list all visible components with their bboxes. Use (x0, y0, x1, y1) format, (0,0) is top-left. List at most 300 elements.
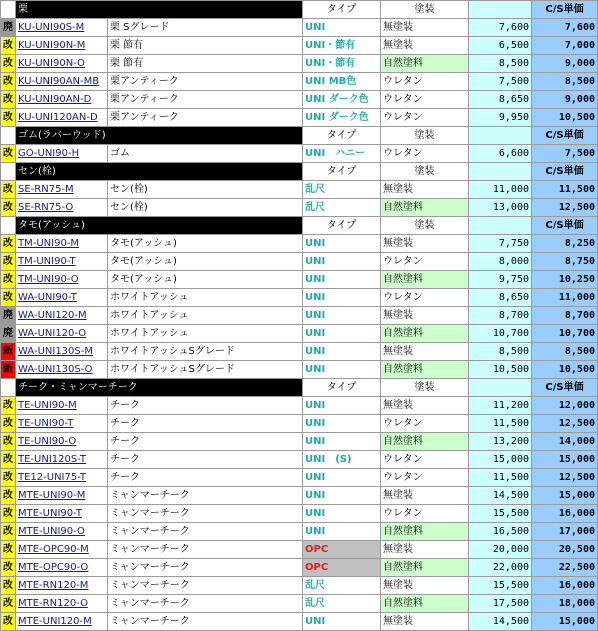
cs-unit-price: 18,000 (532, 595, 598, 613)
product-name: 栗 Sグレード (108, 19, 303, 37)
price-table-body (1, 1, 598, 631)
product-code[interactable]: TE-UNI90-T (18, 417, 74, 429)
cs-unit-price-header: C/S単価 (532, 163, 598, 181)
cs-unit-price: 12,500 (532, 415, 598, 433)
list-price: 8,000 (469, 253, 532, 271)
product-code[interactable]: KU-UNI90AN-D (18, 93, 92, 105)
finish-type: 自然塗料 (381, 325, 469, 343)
list-price: 8,500 (469, 55, 532, 73)
list-price: 9,750 (469, 271, 532, 289)
finish-type: ウレタン (381, 145, 469, 163)
product-code-link[interactable] (16, 325, 108, 343)
cs-unit-price: 15,000 (532, 487, 598, 505)
product-code[interactable]: MTE-RN120-O (18, 597, 88, 609)
finish-type: 無塗装 (381, 487, 469, 505)
product-code-link[interactable] (16, 577, 108, 595)
product-code[interactable]: MTE-OPC90-M (18, 543, 89, 555)
table-row (1, 307, 598, 325)
table-row (1, 73, 598, 91)
list-price: 22,000 (469, 559, 532, 577)
finish-type: ウレタン (381, 505, 469, 523)
product-name: ミャンマーチーク (108, 559, 303, 577)
product-code-link[interactable] (16, 73, 108, 91)
cs-unit-price: 22,500 (532, 559, 598, 577)
product-name: チーク (108, 451, 303, 469)
type-header: タイプ (303, 163, 381, 181)
cs-unit-price: 8,500 (532, 343, 598, 361)
table-row (1, 325, 598, 343)
table-row (1, 109, 598, 127)
table-row (1, 577, 598, 595)
product-code[interactable]: KU-UNI90N-M (18, 39, 86, 51)
status-flag: 改 (1, 523, 16, 541)
product-name: 栗アンティーク (108, 91, 303, 109)
table-row (1, 469, 598, 487)
product-code[interactable]: WA-UNI130S-O (18, 363, 93, 375)
cs-unit-price: 9,000 (532, 91, 598, 109)
table-row (1, 199, 598, 217)
status-flag: 改 (1, 253, 16, 271)
finish-header: 塗装 (381, 217, 469, 235)
cs-unit-price: 12,000 (532, 397, 598, 415)
finish-type: 無塗装 (381, 181, 469, 199)
list-price: 11,500 (469, 415, 532, 433)
product-code[interactable]: WA-UNI120-O (18, 327, 87, 339)
table-row (1, 487, 598, 505)
finish-type: 自然塗料 (381, 559, 469, 577)
section-header-row (1, 127, 598, 145)
status-flag: 改 (1, 235, 16, 253)
finish-type: ウレタン (381, 109, 469, 127)
list-price: 6,500 (469, 37, 532, 55)
status-flag: 新 (1, 343, 16, 361)
product-name: 栗 節有 (108, 55, 303, 73)
type-header: タイプ (303, 379, 381, 397)
table-row (1, 253, 598, 271)
list-price: 11,500 (469, 469, 532, 487)
cs-unit-price: 12,500 (532, 199, 598, 217)
product-name: タモ(アッシュ) (108, 271, 303, 289)
section-header-flag (1, 217, 16, 235)
product-code-link[interactable] (16, 361, 108, 379)
type-header: タイプ (303, 127, 381, 145)
finish-type: 自然塗料 (381, 55, 469, 73)
product-code[interactable]: TM-UNI90-T (18, 255, 76, 267)
product-code-link[interactable] (16, 415, 108, 433)
product-code[interactable]: KU-UNI90AN-MB (18, 75, 100, 87)
product-type: UNI (303, 19, 381, 37)
list-price: 10,500 (469, 361, 532, 379)
product-name: 栗 節有 (108, 37, 303, 55)
finish-type: ウレタン (381, 253, 469, 271)
product-type: UNI MB色 (303, 73, 381, 91)
product-type: UNI・節有 (303, 55, 381, 73)
product-code[interactable]: MTE-UNI90-M (18, 489, 86, 501)
product-type: UNI (303, 361, 381, 379)
list-price: 8,650 (469, 289, 532, 307)
cs-unit-price: 16,000 (532, 577, 598, 595)
status-flag: 改 (1, 55, 16, 73)
product-type: OPC (303, 559, 381, 577)
type-header: タイプ (303, 1, 381, 19)
product-code-link[interactable] (16, 235, 108, 253)
product-type: UNI (303, 415, 381, 433)
finish-header: 塗装 (381, 163, 469, 181)
list-price: 14,500 (469, 487, 532, 505)
cs-unit-price-header: C/S単価 (532, 379, 598, 397)
section-title: 栗 (16, 1, 303, 19)
table-row (1, 271, 598, 289)
product-code-link[interactable] (16, 307, 108, 325)
cs-unit-price: 16,000 (532, 505, 598, 523)
product-code-link[interactable] (16, 109, 108, 127)
product-name: セン(栓) (108, 199, 303, 217)
cs-unit-price: 12,500 (532, 469, 598, 487)
list-price: 8,500 (469, 343, 532, 361)
status-flag: 改 (1, 469, 16, 487)
cs-unit-price-header: C/S単価 (532, 127, 598, 145)
status-flag: 改 (1, 613, 16, 631)
product-type: UNI (303, 235, 381, 253)
finish-type: ウレタン (381, 289, 469, 307)
finish-type: ウレタン (381, 415, 469, 433)
product-name: セン(栓) (108, 181, 303, 199)
product-type: UNI (303, 307, 381, 325)
status-flag: 改 (1, 109, 16, 127)
section-title: チーク・ミャンマーチーク (16, 379, 303, 397)
table-row (1, 361, 598, 379)
product-code-link[interactable] (16, 145, 108, 163)
product-code[interactable]: SE-RN75-M (18, 183, 74, 195)
product-type: UNI (303, 487, 381, 505)
product-code[interactable]: MTE-UNI90-T (18, 507, 82, 519)
finish-header: 塗装 (381, 1, 469, 19)
finish-type: 自然塗料 (381, 523, 469, 541)
product-code-link[interactable] (16, 199, 108, 217)
cs-unit-price: 15,000 (532, 613, 598, 631)
product-type: UNI (303, 289, 381, 307)
finish-type: ウレタン (381, 451, 469, 469)
table-row (1, 505, 598, 523)
product-code-link[interactable] (16, 433, 108, 451)
finish-type: 無塗装 (381, 541, 469, 559)
status-flag: 改 (1, 289, 16, 307)
status-flag: 改 (1, 145, 16, 163)
product-code-link[interactable] (16, 595, 108, 613)
product-code[interactable]: TE12-UNI75-T (18, 471, 87, 483)
product-name: チーク (108, 397, 303, 415)
product-name: ホワイトアッシュ (108, 307, 303, 325)
finish-type: ウレタン (381, 91, 469, 109)
price-header (469, 127, 532, 145)
product-code-link[interactable] (16, 397, 108, 415)
finish-type: 自然塗料 (381, 433, 469, 451)
product-code-link[interactable] (16, 271, 108, 289)
cs-unit-price: 10,500 (532, 361, 598, 379)
finish-type: 自然塗料 (381, 595, 469, 613)
list-price: 11,000 (469, 181, 532, 199)
product-name: タモ(アッシュ) (108, 235, 303, 253)
product-code[interactable]: TE-UNI120S-T (18, 453, 87, 465)
section-header-flag (1, 379, 16, 397)
list-price: 20,000 (469, 541, 532, 559)
product-type: UNI (S) (303, 451, 381, 469)
product-type: 乱尺 (303, 181, 381, 199)
price-header (469, 1, 532, 19)
cs-unit-price: 7,000 (532, 37, 598, 55)
status-flag: 改 (1, 541, 16, 559)
status-flag: 改 (1, 505, 16, 523)
finish-type: ウレタン (381, 73, 469, 91)
product-name: タモ(アッシュ) (108, 253, 303, 271)
product-code[interactable]: TE-UNI90-M (18, 399, 77, 411)
status-flag: 廃 (1, 19, 16, 37)
finish-type: 無塗装 (381, 37, 469, 55)
list-price: 10,700 (469, 325, 532, 343)
product-type: UNI (303, 505, 381, 523)
list-price: 8,700 (469, 307, 532, 325)
cs-unit-price: 15,000 (532, 451, 598, 469)
status-flag: 改 (1, 433, 16, 451)
product-type: UNI (303, 325, 381, 343)
list-price: 11,200 (469, 397, 532, 415)
section-header-row (1, 1, 598, 19)
cs-unit-price: 8,750 (532, 253, 598, 271)
product-type: UNI・節有 (303, 37, 381, 55)
list-price: 7,750 (469, 235, 532, 253)
list-price: 14,500 (469, 613, 532, 631)
finish-type: 無塗装 (381, 19, 469, 37)
product-code-link[interactable] (16, 613, 108, 631)
table-row (1, 55, 598, 73)
list-price: 7,500 (469, 73, 532, 91)
status-flag: 廃 (1, 307, 16, 325)
product-code-link[interactable] (16, 451, 108, 469)
product-type: 乱尺 (303, 199, 381, 217)
list-price: 15,500 (469, 577, 532, 595)
product-code[interactable]: KU-UNI120AN-D (18, 111, 98, 123)
product-code-link[interactable] (16, 487, 108, 505)
table-row (1, 415, 598, 433)
product-name: ミャンマーチーク (108, 505, 303, 523)
product-code-link[interactable] (16, 523, 108, 541)
table-row (1, 559, 598, 577)
section-header-flag (1, 1, 16, 19)
section-title: ゴム(ラバーウッド) (16, 127, 303, 145)
price-header (469, 217, 532, 235)
finish-type: 自然塗料 (381, 271, 469, 289)
status-flag: 改 (1, 487, 16, 505)
product-code[interactable]: WA-UNI120-M (18, 309, 87, 321)
product-code-link[interactable] (16, 289, 108, 307)
table-row (1, 289, 598, 307)
finish-type: 無塗装 (381, 397, 469, 415)
product-type: UNI ハニー (303, 145, 381, 163)
section-header-row (1, 163, 598, 181)
cs-unit-price: 14,000 (532, 433, 598, 451)
finish-type: 無塗装 (381, 307, 469, 325)
product-code[interactable]: MTE-UNI90-O (18, 525, 85, 537)
cs-unit-price: 20,500 (532, 541, 598, 559)
finish-type: ウレタン (381, 469, 469, 487)
product-type: 乱尺 (303, 595, 381, 613)
table-row (1, 433, 598, 451)
product-code-link[interactable] (16, 541, 108, 559)
product-code-link[interactable] (16, 469, 108, 487)
status-flag: 改 (1, 73, 16, 91)
product-name: ホワイトアッシュ (108, 289, 303, 307)
table-row (1, 145, 598, 163)
product-code[interactable]: WA-UNI130S-M (18, 345, 93, 357)
product-code[interactable]: GO-UNI90-H (18, 147, 80, 159)
cs-unit-price-header: C/S単価 (532, 1, 598, 19)
product-code-link[interactable] (16, 91, 108, 109)
list-price: 16,500 (469, 523, 532, 541)
status-flag: 改 (1, 397, 16, 415)
product-name: ミャンマーチーク (108, 577, 303, 595)
type-header: タイプ (303, 217, 381, 235)
status-flag: 改 (1, 415, 16, 433)
cs-unit-price: 10,500 (532, 109, 598, 127)
price-header (469, 379, 532, 397)
status-flag: 改 (1, 91, 16, 109)
table-row (1, 595, 598, 613)
status-flag: 改 (1, 37, 16, 55)
product-name: チーク (108, 469, 303, 487)
product-name: ミャンマーチーク (108, 595, 303, 613)
product-name: ゴム (108, 145, 303, 163)
table-row (1, 19, 598, 37)
product-code[interactable]: MTE-UNI120-M (18, 615, 92, 627)
table-row (1, 613, 598, 631)
product-code[interactable]: TM-UNI90-M (18, 237, 80, 249)
status-flag: 改 (1, 577, 16, 595)
section-title: タモ(アッシュ) (16, 217, 303, 235)
product-type: 乱尺 (303, 577, 381, 595)
product-code[interactable]: TM-UNI90-O (18, 273, 79, 285)
status-flag: 新 (1, 361, 16, 379)
product-type: UNI (303, 271, 381, 289)
table-row (1, 523, 598, 541)
product-name: ミャンマーチーク (108, 523, 303, 541)
price-header (469, 163, 532, 181)
product-name: ミャンマーチーク (108, 613, 303, 631)
product-name: 栗アンティーク (108, 73, 303, 91)
finish-header: 塗装 (381, 379, 469, 397)
product-type: UNI (303, 253, 381, 271)
product-type: UNI (303, 343, 381, 361)
product-code-link[interactable] (16, 181, 108, 199)
cs-unit-price: 8,500 (532, 73, 598, 91)
table-row (1, 343, 598, 361)
status-flag: 改 (1, 559, 16, 577)
cs-unit-price: 8,250 (532, 235, 598, 253)
product-code[interactable]: MTE-RN120-M (18, 579, 89, 591)
cs-unit-price: 7,500 (532, 145, 598, 163)
product-name: ミャンマーチーク (108, 487, 303, 505)
product-code[interactable]: KU-UNI90S-M (18, 21, 85, 33)
product-type: UNI (303, 613, 381, 631)
section-header-flag (1, 163, 16, 181)
finish-type: 無塗装 (381, 613, 469, 631)
cs-unit-price: 10,700 (532, 325, 598, 343)
cs-unit-price: 17,000 (532, 523, 598, 541)
product-type: UNI (303, 397, 381, 415)
cs-unit-price: 8,700 (532, 307, 598, 325)
finish-header: 塗装 (381, 127, 469, 145)
table-row (1, 181, 598, 199)
product-code[interactable]: SE-RN75-O (18, 201, 74, 213)
product-type: UNI ダーク色 (303, 109, 381, 127)
finish-type: 無塗装 (381, 343, 469, 361)
cs-unit-price: 9,000 (532, 55, 598, 73)
cs-unit-price: 7,600 (532, 19, 598, 37)
list-price: 8,650 (469, 91, 532, 109)
product-name: チーク (108, 433, 303, 451)
section-header-flag (1, 127, 16, 145)
status-flag: 改 (1, 181, 16, 199)
table-row (1, 37, 598, 55)
status-flag: 改 (1, 271, 16, 289)
product-name: チーク (108, 415, 303, 433)
cs-unit-price: 10,250 (532, 271, 598, 289)
finish-type: 自然塗料 (381, 361, 469, 379)
product-name: ミャンマーチーク (108, 541, 303, 559)
status-flag: 改 (1, 451, 16, 469)
cs-unit-price: 11,500 (532, 181, 598, 199)
finish-type: 自然塗料 (381, 199, 469, 217)
product-name: ホワイトアッシュSグレード (108, 361, 303, 379)
product-code[interactable]: TE-UNI90-O (18, 435, 77, 447)
cs-unit-price: 11,000 (532, 289, 598, 307)
product-code-link[interactable] (16, 559, 108, 577)
list-price: 7,600 (469, 19, 532, 37)
product-code-link[interactable] (16, 19, 108, 37)
product-code-link[interactable] (16, 55, 108, 73)
table-row (1, 235, 598, 253)
list-price: 17,500 (469, 595, 532, 613)
product-code[interactable]: WA-UNI90-T (18, 291, 77, 303)
product-type: UNI (303, 433, 381, 451)
product-type: UNI (303, 523, 381, 541)
status-flag: 廃 (1, 325, 16, 343)
list-price: 15,500 (469, 505, 532, 523)
product-name: 栗アンティーク (108, 109, 303, 127)
table-row (1, 451, 598, 469)
status-flag: 改 (1, 595, 16, 613)
product-code-link[interactable] (16, 343, 108, 361)
product-code[interactable]: KU-UNI90N-O (18, 57, 85, 69)
section-title: セン(栓) (16, 163, 303, 181)
finish-type: 無塗装 (381, 577, 469, 595)
product-type: UNI (303, 469, 381, 487)
product-code-link[interactable] (16, 37, 108, 55)
cs-unit-price-header: C/S単価 (532, 217, 598, 235)
product-code[interactable]: MTE-OPC90-O (18, 561, 89, 573)
table-row (1, 91, 598, 109)
list-price: 13,000 (469, 199, 532, 217)
product-type: OPC (303, 541, 381, 559)
list-price: 9,950 (469, 109, 532, 127)
section-header-row (1, 217, 598, 235)
product-type: UNI ダーク色 (303, 91, 381, 109)
product-code-link[interactable] (16, 505, 108, 523)
product-code-link[interactable] (16, 253, 108, 271)
product-name: ホワイトアッシュ (108, 325, 303, 343)
list-price: 13,200 (469, 433, 532, 451)
product-name: ホワイトアッシュSグレード (108, 343, 303, 361)
section-header-row (1, 379, 598, 397)
